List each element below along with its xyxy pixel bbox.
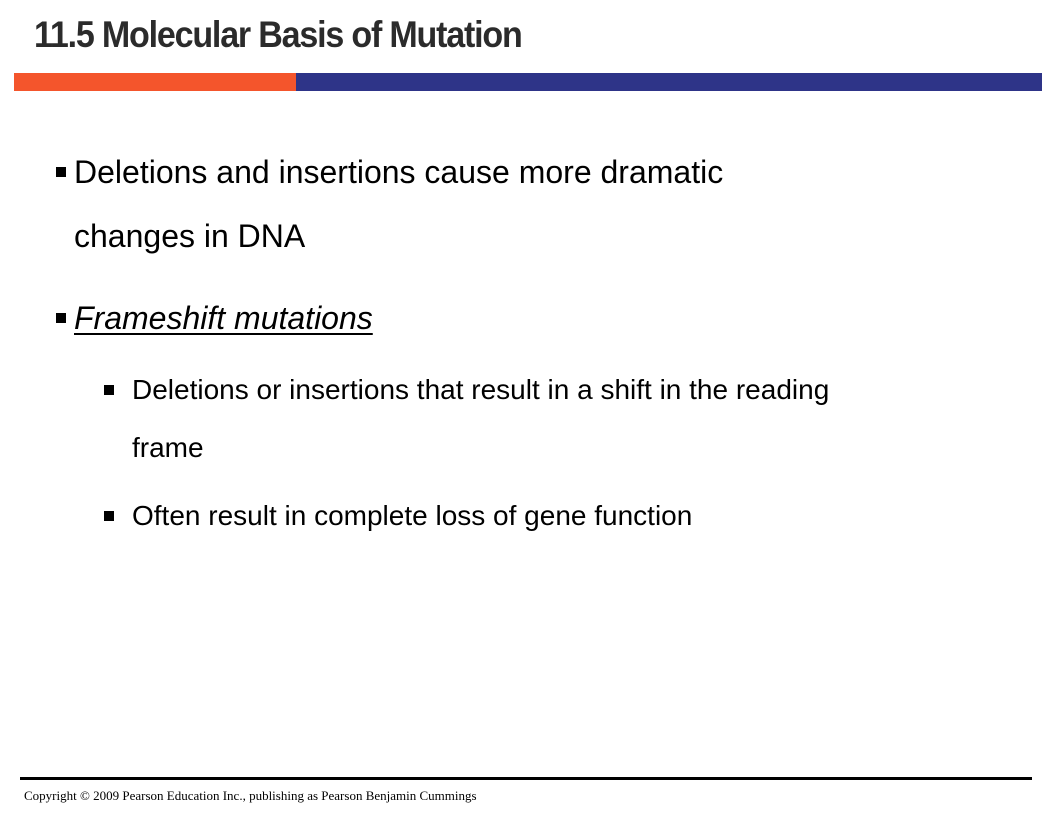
square-bullet-icon (104, 511, 114, 521)
bullet-line: changes in DNA (74, 218, 306, 254)
subbullet-loss-of-function (132, 487, 692, 545)
copyright-notice: Copyright © 2009 Pearson Education Inc., publishing as Pearson Benjamin Cummings (24, 788, 477, 803)
square-bullet-icon (56, 313, 66, 323)
bullet-frameshift-mutations (74, 286, 373, 350)
term-frameshift-mutations: Frameshift mutations (74, 300, 373, 336)
bullet-line: Deletions or insertions that result in a shift in the reading (132, 374, 830, 405)
footer-divider (20, 777, 1032, 780)
bullet-line: Deletions and insertions cause more dramatic (74, 154, 724, 190)
bullet-deletions-insertions (74, 140, 723, 268)
square-bullet-icon (56, 167, 66, 177)
square-bullet-icon (104, 385, 114, 395)
title-accent-bar-navy (296, 73, 1042, 91)
title-accent-bar-orange (14, 73, 296, 91)
slide-title: 11.5 Molecular Basis of Mutation (34, 14, 522, 55)
bullet-line: Often result in complete loss of gene function (132, 500, 693, 531)
subbullet-shift-reading-frame (132, 361, 829, 477)
bullet-line: frame (132, 432, 204, 463)
